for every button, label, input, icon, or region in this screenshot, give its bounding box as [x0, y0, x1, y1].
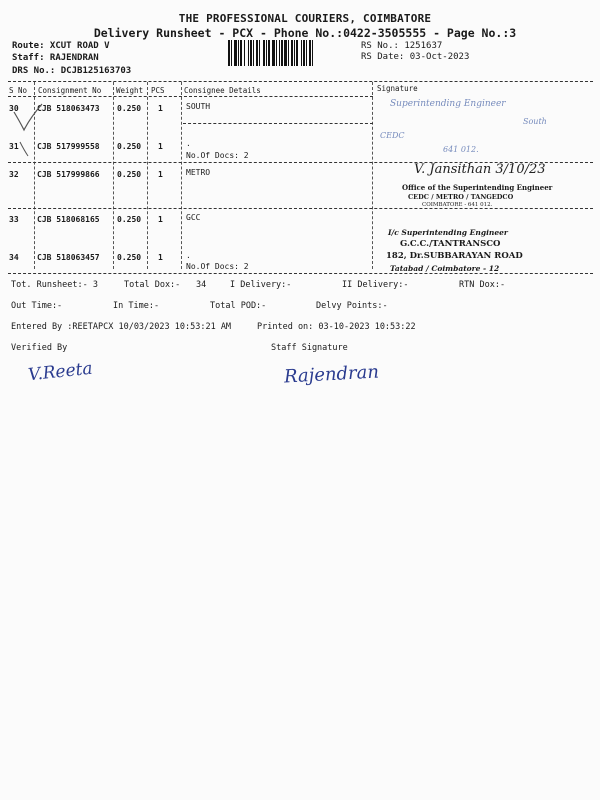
delvy-points: Delvy Points:- — [316, 301, 388, 311]
row-pcs: 1 — [158, 142, 163, 151]
col-header-signature: Signature — [377, 84, 418, 93]
rs-date: RS Date: 03-Oct-2023 — [361, 52, 470, 62]
metro-stamp: V. Jansithan 3/10/23 Office of the Superintending Engineer CEDC / METRO / TANGEDCO COIMBATORE - 641 012. — [402, 162, 553, 208]
staff-signature: Rajendran — [283, 361, 380, 388]
barcode-bar — [256, 40, 258, 66]
barcode-bar — [248, 40, 249, 66]
row-pcs: 1 — [158, 253, 163, 262]
row-pcs: 1 — [158, 104, 163, 113]
barcode-bar — [234, 40, 237, 66]
barcode-bar — [231, 40, 232, 66]
gcc-stamp: I/c Superintending Engineer G.C.C./TANTRANSCO 182, Dr.SUBBARAYAN ROAD Tatabad / Coimbatore - 12 — [386, 228, 523, 273]
row-consignee: . — [186, 251, 191, 260]
row-pcs: 1 — [158, 215, 163, 224]
row-consignee: SOUTH — [186, 102, 211, 111]
barcode-bar — [281, 40, 283, 66]
row-weight: 0.250 — [117, 170, 142, 179]
row-rule — [183, 123, 373, 124]
in-time: In Time:- — [113, 301, 160, 311]
barcode-bar — [306, 40, 307, 66]
barcode-bar — [309, 40, 311, 66]
col-header-consignment: Consignment No — [38, 86, 102, 95]
row-consignee: METRO — [186, 168, 211, 177]
row-consignee: GCC — [186, 213, 201, 222]
barcode — [228, 40, 356, 66]
barcode-bar — [259, 40, 260, 66]
row-consignment: CJB 518063457 — [37, 253, 100, 262]
barcode-bar — [279, 40, 280, 66]
verifier-signature: V.Reeta — [27, 358, 94, 386]
row-rule — [8, 208, 593, 209]
row-pcs: 1 — [158, 170, 163, 179]
row-weight: 0.250 — [117, 142, 142, 151]
check-mark-icon — [6, 100, 46, 160]
company-name: THE PROFESSIONAL COURIERS, COIMBATORE — [178, 12, 432, 25]
drs-number: DRS No.: DCJB125163703 — [12, 66, 132, 76]
row-weight: 0.250 — [117, 104, 142, 113]
col-header-consignee: Consignee Details — [184, 86, 261, 95]
tot-runsheet: Tot. Runsheet:- 3 — [11, 280, 98, 290]
col-header-sno: S No — [9, 86, 28, 95]
barcode-bar — [263, 40, 265, 66]
barcode-bar — [272, 40, 275, 66]
barcode-bar — [294, 40, 295, 66]
row-consignee: . — [186, 139, 191, 148]
barcode-bar — [268, 40, 270, 66]
column-divider — [372, 82, 373, 269]
barcode-bar — [253, 40, 254, 66]
row-consignment: CJB 517999866 — [37, 170, 100, 179]
barcode-bar — [312, 40, 313, 66]
table-top-rule — [8, 81, 593, 82]
row-sno: 32 — [9, 170, 19, 179]
barcode-bar — [288, 40, 289, 66]
barcode-bar — [266, 40, 267, 66]
row-sno: 31 — [9, 142, 19, 151]
row-sno: 33 — [9, 215, 19, 224]
barcode-bar — [284, 40, 287, 66]
rtn-dox: RTN Dox:- — [459, 280, 506, 290]
barcode-bar — [250, 40, 252, 66]
row-sno: 30 — [9, 104, 19, 113]
south-stamp: Superintending Engineer South CEDC 641 012. — [380, 99, 547, 154]
ii-delivery: II Delivery:- — [342, 280, 409, 290]
rs-number: RS No.: 1251637 — [361, 41, 443, 51]
printed-on: Printed on: 03-10-2023 10:53:22 — [257, 322, 416, 332]
barcode-bar — [238, 40, 239, 66]
column-divider — [113, 82, 114, 269]
route: Route: XCUT ROAD V — [12, 41, 110, 51]
barcode-bar — [228, 40, 230, 66]
row-consignment: CJB 517999558 — [37, 142, 100, 151]
row-weight: 0.250 — [117, 215, 142, 224]
row-docs: No.Of Docs: 2 — [186, 151, 249, 160]
total-dox-label: Total Dox:- — [124, 280, 181, 290]
table-header-rule — [8, 96, 373, 97]
barcode-bar — [240, 40, 242, 66]
barcode-bar — [276, 40, 277, 66]
row-consignment: CJB 518068165 — [37, 215, 100, 224]
entered-by: Entered By :REETAPCX 10/03/2023 10:53:21 AM — [11, 322, 232, 332]
row-docs: No.Of Docs: 2 — [186, 262, 249, 271]
column-divider — [147, 82, 148, 269]
row-sno: 34 — [9, 253, 19, 262]
out-time: Out Time:- — [11, 301, 63, 311]
total-dox-value: 34 — [196, 280, 207, 290]
staff-name: Staff: RAJENDRAN — [12, 53, 99, 63]
col-header-weight: Weight — [116, 86, 144, 95]
barcode-bar — [291, 40, 293, 66]
verified-by-label: Verified By — [11, 343, 68, 353]
staff-signature-label: Staff Signature — [271, 343, 348, 353]
column-divider — [181, 82, 182, 269]
barcode-bar — [296, 40, 298, 66]
row-weight: 0.250 — [117, 253, 142, 262]
i-delivery: I Delivery:- — [230, 280, 292, 290]
col-header-pcs: PCS — [151, 86, 165, 95]
row-consignment: CJB 518063473 — [37, 104, 100, 113]
barcode-bar — [303, 40, 305, 66]
barcode-bar — [244, 40, 245, 66]
total-pod: Total POD:- — [210, 301, 267, 311]
barcode-bar — [301, 40, 302, 66]
runsheet-title: Delivery Runsheet - PCX - Phone No.:0422-3505555 - Page No.:3 — [93, 26, 517, 40]
